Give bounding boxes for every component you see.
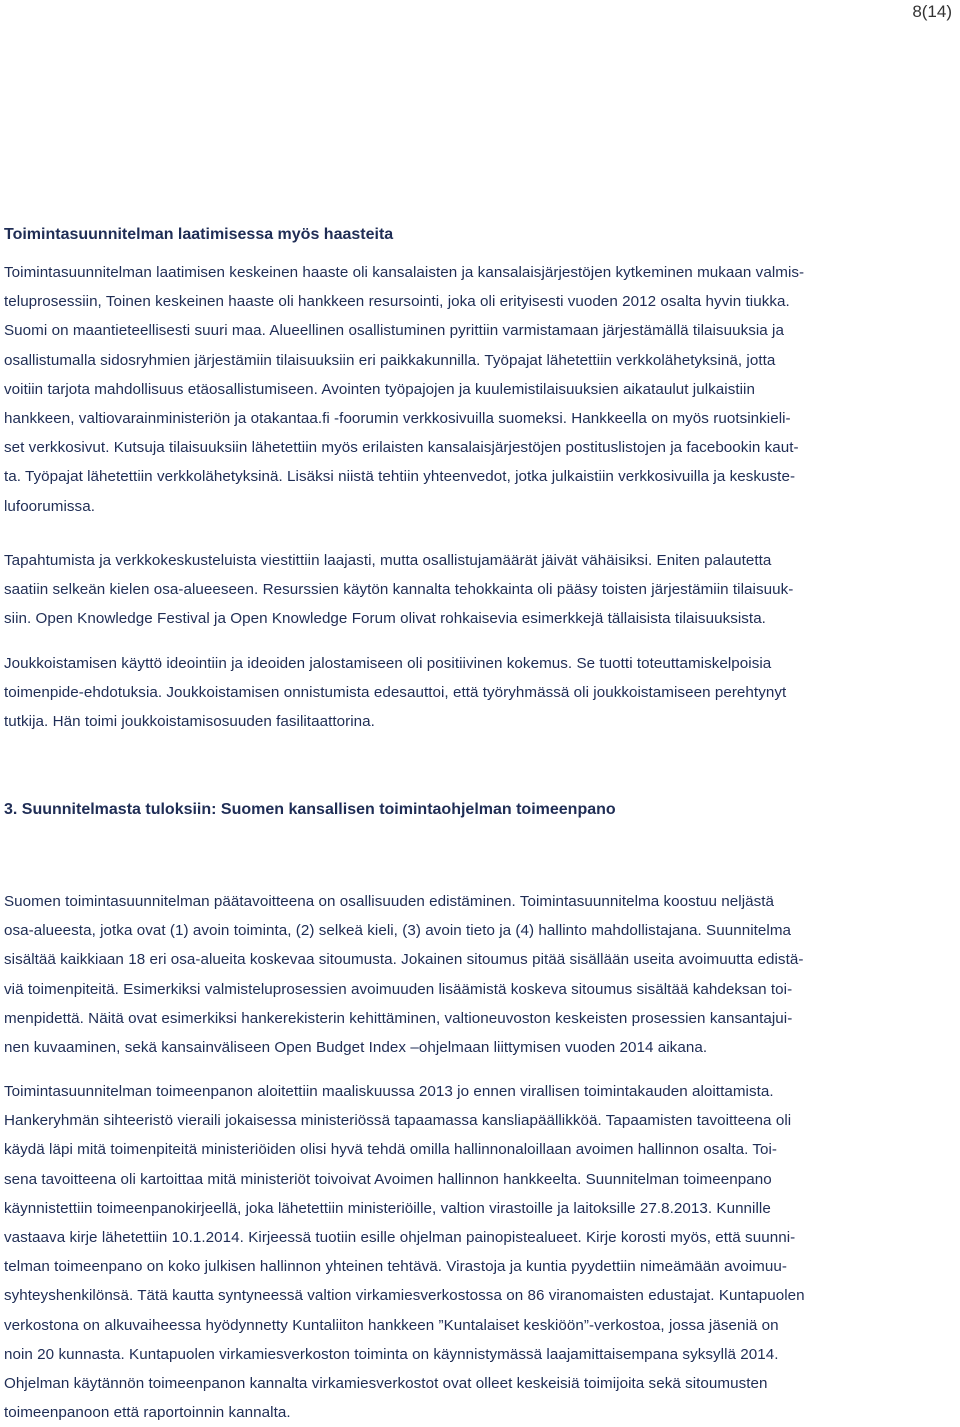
text-line: viä toimenpiteitä. Esimerkiksi valmisteluprosessien avoimuuden lisäämistä koskeva sitoumus sisältää kahdeksan toi- <box>4 980 793 998</box>
paragraph-events <box>4 546 952 634</box>
text-line: sisältää kaikkiaan 18 eri osa-alueita koskevaa sitoumusta. Jokainen sitoumus pitää sisällään useita avoimuutta edistä- <box>4 951 804 969</box>
text-line: toimeenpanoon että raportoinnin kannalta. <box>4 1404 291 1422</box>
text-line: tutkija. Hän toimi joukkoistamisosuuden fasilitaattorina. <box>4 713 375 731</box>
text-line: toimenpide-ehdotuksia. Joukkoistamisen onnistumista edesauttoi, että työryhmässä oli joukkoistamiseen perehtynyt <box>4 684 787 702</box>
text-line: osa-alueesta, jotka ovat (1) avoin toiminta, (2) selkeä kieli, (3) avoin tieto ja (4) hallinto mahdollistajana. Suunnitelma <box>4 922 792 940</box>
text-line: Hankeryhmän sihteeristö vieraili jokaisessa ministeriössä tapaamassa kansliapäällikköä. Tapaamisten tavoitteena oli <box>4 1112 792 1130</box>
text-line: hankkeen, valtiovarainministeriön ja otakantaa.fi -foorumin verkkosivuilla suomeksi. Hankkeella on myös ruotsinkieli- <box>4 410 791 428</box>
paragraph-implementation-start <box>4 1077 952 1427</box>
text-line: set verkkosivut. Kutsuja tilaisuuksiin lähetettiin myös erilaisten kansalaisjärjestöjen postituslistojen ja facebookin kaut- <box>4 439 799 457</box>
paragraph-action-plan <box>4 887 952 1062</box>
text-line: Toimintasuunnitelman laatimisen keskeinen haaste oli kansalaisten ja kansalaisjärjestöjen kytkeminen mukaan valmis- <box>4 264 805 281</box>
text-line: käydä läpi mitä toimenpiteitä ministeriöiden olisi hyvä tehdä omilla hallinnonaloillaan avoimen hallinnon osalta. Toi- <box>4 1141 778 1159</box>
text-line: saatiin selkeän kielen osa-alueeseen. Resurssien käytön kannalta tehokkainta oli pääsy toisten järjestämiin tilaisuuk- <box>4 581 794 599</box>
text-line: menpidettä. Näitä ovat esimerkiksi hankerekisterin kehittäminen, valtioneuvoston keskeisten prosessien kansantajui- <box>4 1009 793 1027</box>
text-line: noin 20 kunnasta. Kuntapuolen virkamiesverkoston toiminta on käynnistymässä laajamittaisempana syksyllä 2014. <box>4 1345 779 1363</box>
text-line: Joukkoistamisen käyttö ideointiin ja ideoiden jalostamiseen oli positiivinen kokemus. Se tuotti toteuttamiskelpoisia <box>4 655 772 672</box>
paragraph-crowdsourcing <box>4 649 952 737</box>
text-line: teluprosessiin, Toinen keskeinen haaste oli hankkeen resursointi, joka oli erityisesti vuoden 2012 osalta hyvin tiukka. <box>4 293 790 311</box>
text-line: sena tavoitteena oli kartoittaa mitä ministeriöt toivoivat Avoimen hallinnon hankkeelta. Suunnitelman toimeenpano <box>4 1170 772 1188</box>
text-line: lufoorumissa. <box>4 497 95 515</box>
text-line: nen kuvaaminen, sekä kansainväliseen Open Budget Index –ohjelmaan liittymisen vuoden 2014 aikana. <box>4 1039 708 1057</box>
text-line: verkostona on alkuvaiheessa hyödynnetty Kuntaliiton hankkeen ”Kuntalaiset keskiöön”-verkostoa, jossa jäseniä on <box>4 1316 779 1334</box>
text-line: Suomi on maantieteellisesti suuri maa. Alueellinen osallistuminen pyrittiin varmistamaan järjestämällä tilaisuuksia ja <box>4 322 784 340</box>
text-line: osallistumalla sidosryhmien järjestämiin tilaisuuksiin eri paikkakunnilla. Työpajat lähetettiin verkkolähetyksinä, jotta <box>4 351 776 369</box>
text-line: siin. Open Knowledge Festival ja Open Knowledge Forum olivat rohkaisevia esimerkkejä tällaisista tilaisuuksista. <box>4 610 766 628</box>
text-line: Suomen toimintasuunnitelman päätavoitteena on osallisuuden edistäminen. Toimintasuunnitelma koostuu neljästä <box>4 893 775 910</box>
text-line: käynnistettiin toimeenpanokirjeellä, joka lähetettiin ministeriöille, valtion virastoille ja laitoksille 27.8.2013. Kunnille <box>4 1199 771 1217</box>
text-line: voitiin tarjota mahdollisuus etäosallistumiseen. Avointen työpajojen ja kuulemistilaisuuksien aikataulut julkaistiin <box>4 380 755 398</box>
text-line: Tapahtumista ja verkkokeskusteluista viestittiin laajasti, mutta osallistujamäärät jäivät vähäisiksi. Eniten palautetta <box>4 552 772 569</box>
page-number: 8(14) <box>912 2 952 21</box>
text-line: ta. Työpajat lähetettiin verkkolähetyksinä. Lisäksi niistä tehtiin yhteenvedot, jotka julkaistiin verkkosivuilla ja keskuste- <box>4 468 796 486</box>
text-line: Ohjelman käytännön toimeenpanon kannalta virkamiesverkostot ovat olleet keskeisiä toimijoita sekä sitoumusten <box>4 1375 768 1393</box>
text-line: Toimintasuunnitelman toimeenpanon aloitettiin maaliskuussa 2013 jo ennen virallisen toimintakauden aloittamista. <box>4 1083 774 1100</box>
section-heading-challenges: Toimintasuunnitelman laatimisessa myös haasteita <box>4 226 394 243</box>
paragraph-challenges <box>4 258 952 521</box>
section-heading-implementation: 3. Suunnitelmasta tuloksiin: Suomen kansallisen toimintaohjelman toimeenpano <box>4 801 616 818</box>
text-line: vastaava kirje lähetettiin 10.1.2014. Kirjeessä tuotiin esille ohjelman painopistealueet. Kirje korosti myös, että suunni- <box>4 1229 796 1247</box>
text-line: telman toimeenpano on koko julkisen hallinnon yhteinen tehtävä. Virastoja ja kuntia pyydettiin nimeämään avoimuu- <box>4 1258 787 1276</box>
text-line: syhteyshenkilönsä. Tätä kautta syntyneessä valtion virkamiesverkostossa on 86 viranomaisten edustajat. Kuntapuolen <box>4 1287 805 1305</box>
